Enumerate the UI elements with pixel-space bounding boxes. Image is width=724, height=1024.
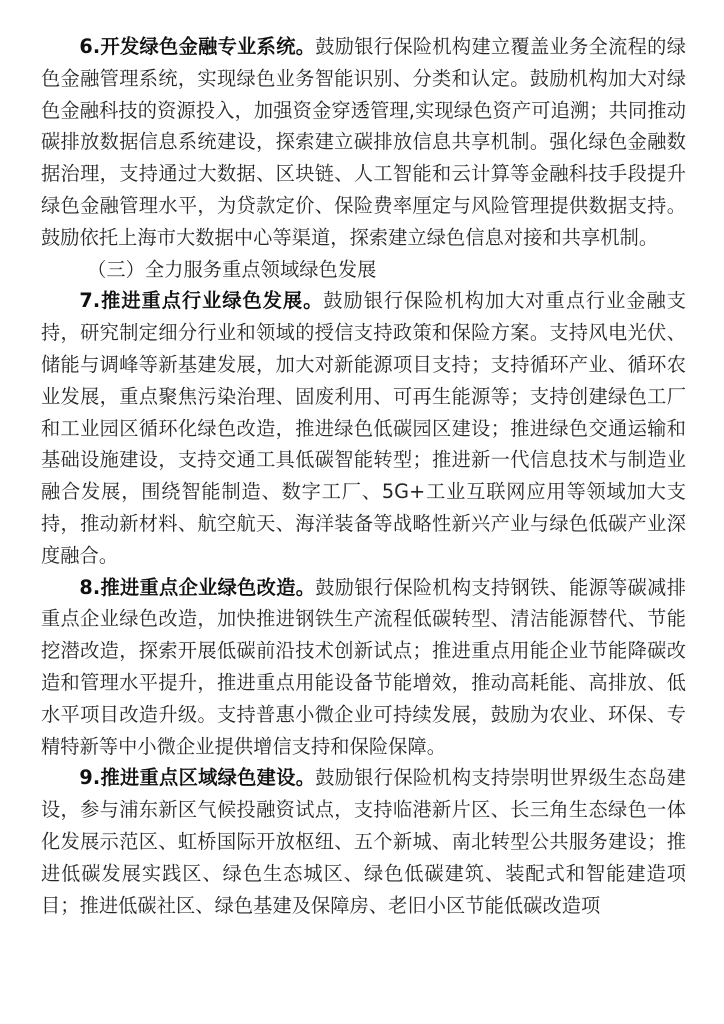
paragraph-8-title: 8.推进重点企业绿色改造。 xyxy=(79,575,316,599)
section-heading-3: （三）全力服务重点领域绿色发展 xyxy=(87,257,377,281)
paragraph-8 xyxy=(41,572,686,763)
paragraph-6-body: 鼓励银行保险机构建立覆盖业务全流程的绿色金融管理系统，实现绿色业务智能识别、分类和认定。鼓励机构加大对绿色金融科技的资源投入，加强资金穿透管理,实现绿色资产可追溯；共同推动碳排放数据信息系统建设，探索建立碳排放信息共享机制。强化绿色金融数据治理，支持通过大数据、区块链、人工智能和云计算等金融科技手段提升绿色金融管理水平，为贷款定价、保险费率厘定与风险管理提供数据支持。鼓励依托上海市大数据中心等渠道，探索建立绿色信息对接和共享机制。 xyxy=(41,35,686,249)
paragraph-6-title: 6.开发绿色金融专业系统。 xyxy=(79,35,316,58)
document-page xyxy=(41,31,686,921)
paragraph-7-title: 7.推进重点行业绿色发展。 xyxy=(79,289,324,313)
paragraph-9 xyxy=(41,762,686,921)
paragraph-7-body: 鼓励银行保险机构加大对重点行业金融支持，研究制定细分行业和领域的授信支持政策和保险方案。支持风电光伏、储能与调峰等新基建发展，加大对新能源项目支持；支持循环产业、循环农业发展，重点聚焦污染治理、固废利用、可再生能源等；支持创建绿色工厂和工业园区循环化绿色改造，推进绿色低碳园区建设；推进绿色交通运输和基础设施建设，支持交通工具低碳智能转型；推进新一代信息技术与制造业融合发展，围绕智能制造、数字工厂、5G+工业互联网应用等领域加大支持，推动新材料、航空航天、海洋装备等战略性新兴产业与绿色低碳产业深度融合。 xyxy=(41,289,686,567)
paragraph-8-body: 鼓励银行保险机构支持钢铁、能源等碳减排重点企业绿色改造，加快推进钢铁生产流程低碳转型、清洁能源替代、节能挖潜改造，探索开展低碳前沿技术创新试点；推进重点用能企业节能降碳改造和管理水平提升，推进重点用能设备节能增效，推动高耗能、高排放、低水平项目改造升级。支持普惠小微企业可持续发展，鼓励为农业、环保、专精特新等中小微企业提供增信支持和保险保障。 xyxy=(41,575,686,758)
paragraph-6 xyxy=(41,31,686,254)
paragraph-9-title: 9.推进重点区域绿色建设。 xyxy=(79,766,316,790)
paragraph-9-body: 鼓励银行保险机构支持崇明世界级生态岛建设，参与浦东新区气候投融资试点，支持临港新片区、长三角生态绿色一体化发展示范区、虹桥国际开放枢纽、五个新城、南北转型公共服务建设；推进低碳发展实践区、绿色生态城区、绿色低碳建筑、装配式和智能建造项目；推进低碳社区、绿色基建及保障房、老旧小区节能低碳改造项 xyxy=(41,766,686,917)
paragraph-7 xyxy=(41,285,686,571)
